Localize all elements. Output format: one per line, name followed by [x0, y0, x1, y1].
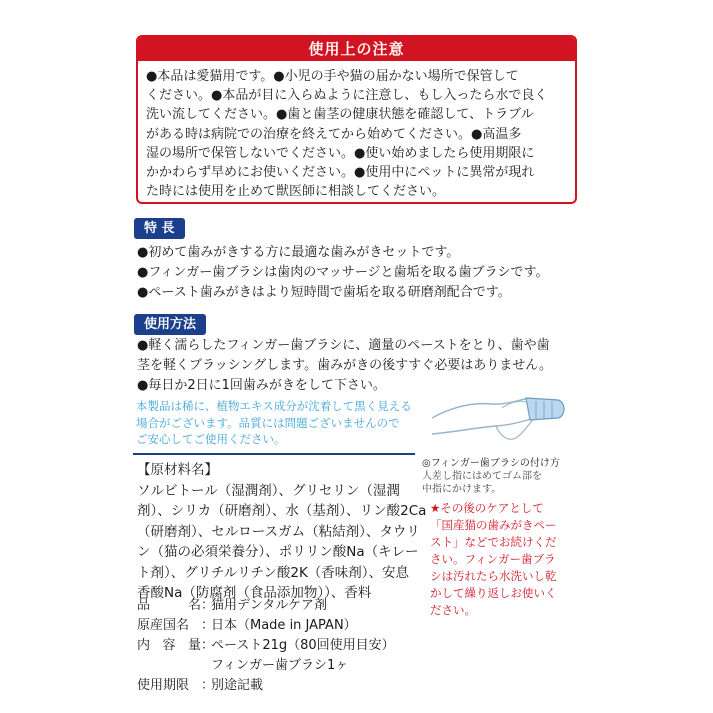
finger-caption-title: ◎フィンガー歯ブラシの付け方	[422, 458, 560, 469]
staining-note	[136, 398, 412, 448]
ingredients-line: 剤）、シリカ（研磨剤）、水（基剤）、リン酸2Ca	[137, 503, 427, 519]
caution-line: ●本品は愛猫用です。●小児の手や猫の届かない場所で保管して	[146, 69, 519, 84]
caution-body	[138, 61, 575, 201]
ingredients-block	[137, 460, 426, 604]
usage-heading: 使用方法	[134, 314, 206, 335]
aftercare-line: ださい。	[430, 603, 476, 617]
finger-brush-illustration	[430, 378, 570, 456]
product-spec	[137, 596, 395, 696]
feature-item: ●初めて歯みがきする方に最適な歯みがきセットです。	[137, 245, 460, 260]
ingredients-line: （研磨剤）、セルロースガム（粘結剤）、タウリ	[137, 523, 420, 540]
aftercare-line: 「国産猫の歯みがきペー	[430, 518, 557, 532]
staining-note-line: 本製品は稀に、植物エキス成分が沈着して黒く見える	[136, 399, 412, 413]
aftercare-note	[430, 500, 557, 619]
finger-caption-line: 中指にかけます。	[422, 484, 502, 495]
finger-caption-line: 人差し指にはめてゴム部を	[422, 471, 542, 482]
spec-row-name	[137, 596, 395, 616]
ingredients-line: 香酸Na（防腐剤（食品添加物））、香料	[137, 585, 372, 601]
spec-row-expiry	[137, 676, 395, 696]
spec-label: 内 容 量	[137, 638, 201, 653]
usage-line: ●軽く濡らしたフィンガー歯ブラシに、適量のペーストをとり、歯や歯	[137, 338, 550, 353]
spec-row-contents	[137, 636, 395, 656]
usage-line: ●毎日か2日に1回歯みがきをして下さい。	[137, 378, 386, 393]
aftercare-line: ★その後のケアとして	[430, 501, 544, 515]
spec-separator: ：	[201, 678, 215, 693]
caution-line: 洗い流してください。●歯と歯茎の健康状態を確認して、トラブル	[146, 107, 534, 123]
caution-line: 湿の場所で保管しないでください。●使い始めましたら使用期限に	[146, 145, 535, 161]
spec-label: 原産国名	[137, 618, 190, 633]
spec-row-origin	[137, 616, 395, 636]
spec-row-contents-cont	[137, 656, 395, 676]
spec-value: ペースト21g（80回使用目安）	[211, 638, 395, 653]
usage-line: 茎を軽くブラッシングします。歯みがきの後すすぐ必要はありません。	[137, 358, 553, 373]
caution-title: 使用上の注意	[138, 37, 575, 61]
caution-box	[136, 35, 577, 204]
staining-note-line: 場合がございます。品質には問題ございませんので	[136, 415, 400, 430]
spec-value: 別途記載	[211, 678, 264, 693]
caution-line: た時には使用を止めて獣医師に相談してください。	[146, 184, 446, 200]
aftercare-line: スト」などでお続けくだ	[430, 535, 557, 549]
ingredients-line: ソルビトール（湿潤剤）、グリセリン（湿潤	[137, 482, 400, 499]
ingredients-heading: 【原材料名】	[137, 462, 218, 478]
spec-value: 猫用デンタルケア剤	[211, 598, 327, 613]
ingredients-line: ト剤）、グリチルリチン酸2K（香味剤）、安息	[137, 564, 410, 581]
section-divider	[133, 453, 415, 455]
aftercare-line: さい。フィンガー歯ブラ	[430, 552, 556, 566]
staining-note-line: ご安心してご使用ください。	[136, 432, 286, 446]
caution-line: かかわらず早めにお使いください。●使用中にペットに異常が現れ	[146, 165, 535, 181]
caution-line: ください。●本品が目に入らぬように注意し、もし入ったら水で良く	[146, 88, 548, 104]
spec-label: 品 名	[137, 598, 201, 613]
features-heading: 特 長	[134, 218, 185, 239]
ingredients-line: ン（猫の必須栄養分）、ポリリン酸Na（キレー	[137, 544, 419, 560]
spec-separator: ：	[201, 638, 215, 653]
finger-brush-caption	[422, 457, 560, 496]
feature-item: ●フィンガー歯ブラシは歯肉のマッサージと歯垢を取る歯ブラシです。	[137, 265, 549, 280]
spec-value: 日本（Made in JAPAN）	[211, 618, 357, 633]
spec-separator: ：	[201, 618, 215, 633]
aftercare-line: かして繰り返しお使いく	[430, 586, 557, 600]
spec-value: フィンガー歯ブラシ1ヶ	[211, 658, 349, 673]
aftercare-line: シは汚れたら水洗いし乾	[430, 569, 557, 583]
features-list	[137, 243, 548, 303]
feature-item: ●ペースト歯みがきはより短時間で歯垢を取る研磨剤配合です。	[137, 285, 511, 300]
spec-separator: ：	[201, 598, 215, 613]
spec-label: 使用期限	[137, 678, 190, 693]
caution-line: がある時は病院での治療を終えてから始めてください。●高温多	[146, 126, 522, 142]
